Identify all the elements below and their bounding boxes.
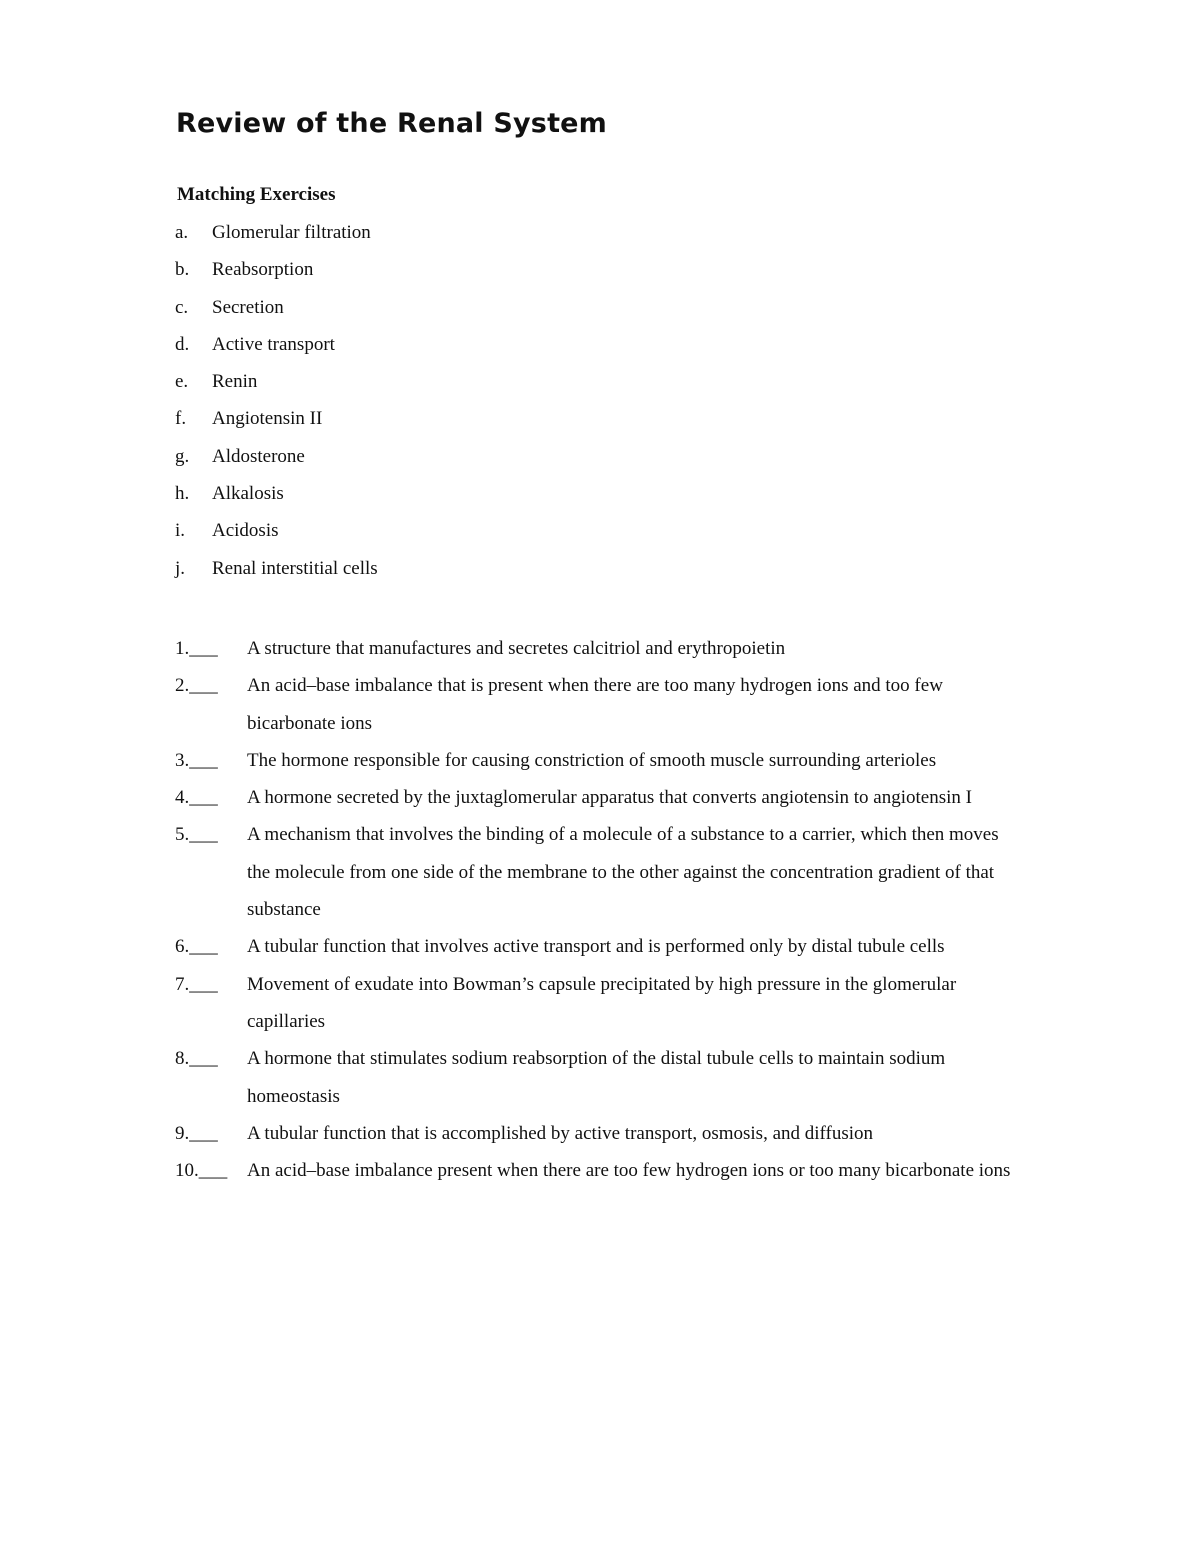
question-text: Movement of exudate into Bowman’s capsule precipitated by high pressure in the glomerular capillaries bbox=[247, 973, 957, 1032]
question-text: A hormone that stimulates sodium reabsorption of the distal tubule cells to maintain sodium homeostasis bbox=[247, 1048, 946, 1107]
question-text: An acid–base imbalance that is present when there are too many hydrogen ions and too few bicarbonate ions bbox=[247, 675, 943, 734]
option-text: Angiotensin II bbox=[212, 408, 323, 430]
question-text: A tubular function that involves active transport and is performed only by distal tubule cells bbox=[247, 936, 945, 958]
option-text: Reabsorption bbox=[212, 259, 314, 281]
question-text: A structure that manufactures and secretes calcitriol and erythropoietin bbox=[247, 638, 786, 659]
question-number-blank: 7.___ bbox=[175, 973, 218, 995]
question-item bbox=[175, 966, 1015, 1041]
question-text: The hormone responsible for causing constriction of smooth muscle surrounding arterioles bbox=[247, 749, 937, 771]
option-item bbox=[175, 295, 378, 332]
option-text: Active transport bbox=[212, 333, 335, 355]
option-letter: h. bbox=[175, 483, 190, 505]
question-item bbox=[175, 1152, 1015, 1189]
option-item bbox=[175, 556, 378, 593]
option-letter: a. bbox=[175, 222, 189, 243]
question-number-blank: 6.___ bbox=[175, 936, 218, 958]
question-item bbox=[175, 667, 1015, 742]
question-item bbox=[175, 779, 1015, 816]
option-letter: i. bbox=[175, 520, 186, 542]
section-heading: Matching Exercises bbox=[177, 184, 336, 205]
option-item bbox=[175, 481, 378, 518]
question-text: A mechanism that involves the binding of a molecule of a substance to a carrier, which then moves the molecule from one side of the membrane to the other against the concentration gradient of that substance bbox=[247, 824, 999, 921]
question-number-blank: 10.___ bbox=[175, 1160, 228, 1182]
option-item bbox=[175, 444, 378, 481]
option-letter: c. bbox=[175, 296, 189, 318]
option-text: Alkalosis bbox=[212, 483, 284, 505]
option-item bbox=[175, 406, 378, 443]
option-text: Secretion bbox=[212, 296, 284, 318]
option-item bbox=[175, 220, 378, 257]
question-number-blank: 5.___ bbox=[175, 824, 218, 846]
question-number-blank: 3.___ bbox=[175, 749, 218, 771]
question-item bbox=[175, 630, 1015, 667]
option-letter: j. bbox=[175, 557, 186, 579]
answer-options-list bbox=[175, 220, 378, 593]
question-item bbox=[175, 742, 1015, 779]
option-letter: f. bbox=[175, 408, 187, 430]
option-letter: b. bbox=[175, 259, 190, 281]
question-number-blank: 1.___ bbox=[175, 638, 218, 659]
option-text: Renal interstitial cells bbox=[212, 557, 378, 579]
option-item bbox=[175, 332, 378, 369]
option-text: Glomerular filtration bbox=[212, 222, 371, 243]
option-letter: g. bbox=[175, 445, 190, 467]
option-letter: d. bbox=[175, 333, 190, 355]
question-number-blank: 2.___ bbox=[175, 675, 218, 697]
option-text: Renin bbox=[212, 371, 258, 393]
question-number-blank: 9.___ bbox=[175, 1122, 218, 1144]
question-item bbox=[175, 1115, 1015, 1152]
option-text: Aldosterone bbox=[212, 445, 305, 467]
question-number-blank: 4.___ bbox=[175, 787, 218, 809]
question-item bbox=[175, 928, 1015, 965]
option-item bbox=[175, 369, 378, 406]
question-item bbox=[175, 816, 1015, 928]
question-text: A hormone secreted by the juxtaglomerular apparatus that converts angiotensin to angiotensin I bbox=[247, 787, 972, 809]
question-number-blank: 8.___ bbox=[175, 1048, 218, 1070]
option-item bbox=[175, 518, 378, 555]
question-text: An acid–base imbalance present when there are too few hydrogen ions or too many bicarbonate ions bbox=[247, 1160, 1011, 1182]
question-text: A tubular function that is accomplished by active transport, osmosis, and diffusion bbox=[247, 1122, 874, 1144]
question-item bbox=[175, 1040, 1015, 1115]
option-letter: e. bbox=[175, 371, 189, 393]
option-text: Acidosis bbox=[212, 520, 279, 542]
questions-list bbox=[175, 630, 1015, 1189]
page-title: Review of the Renal System bbox=[176, 108, 608, 139]
option-item bbox=[175, 257, 378, 294]
